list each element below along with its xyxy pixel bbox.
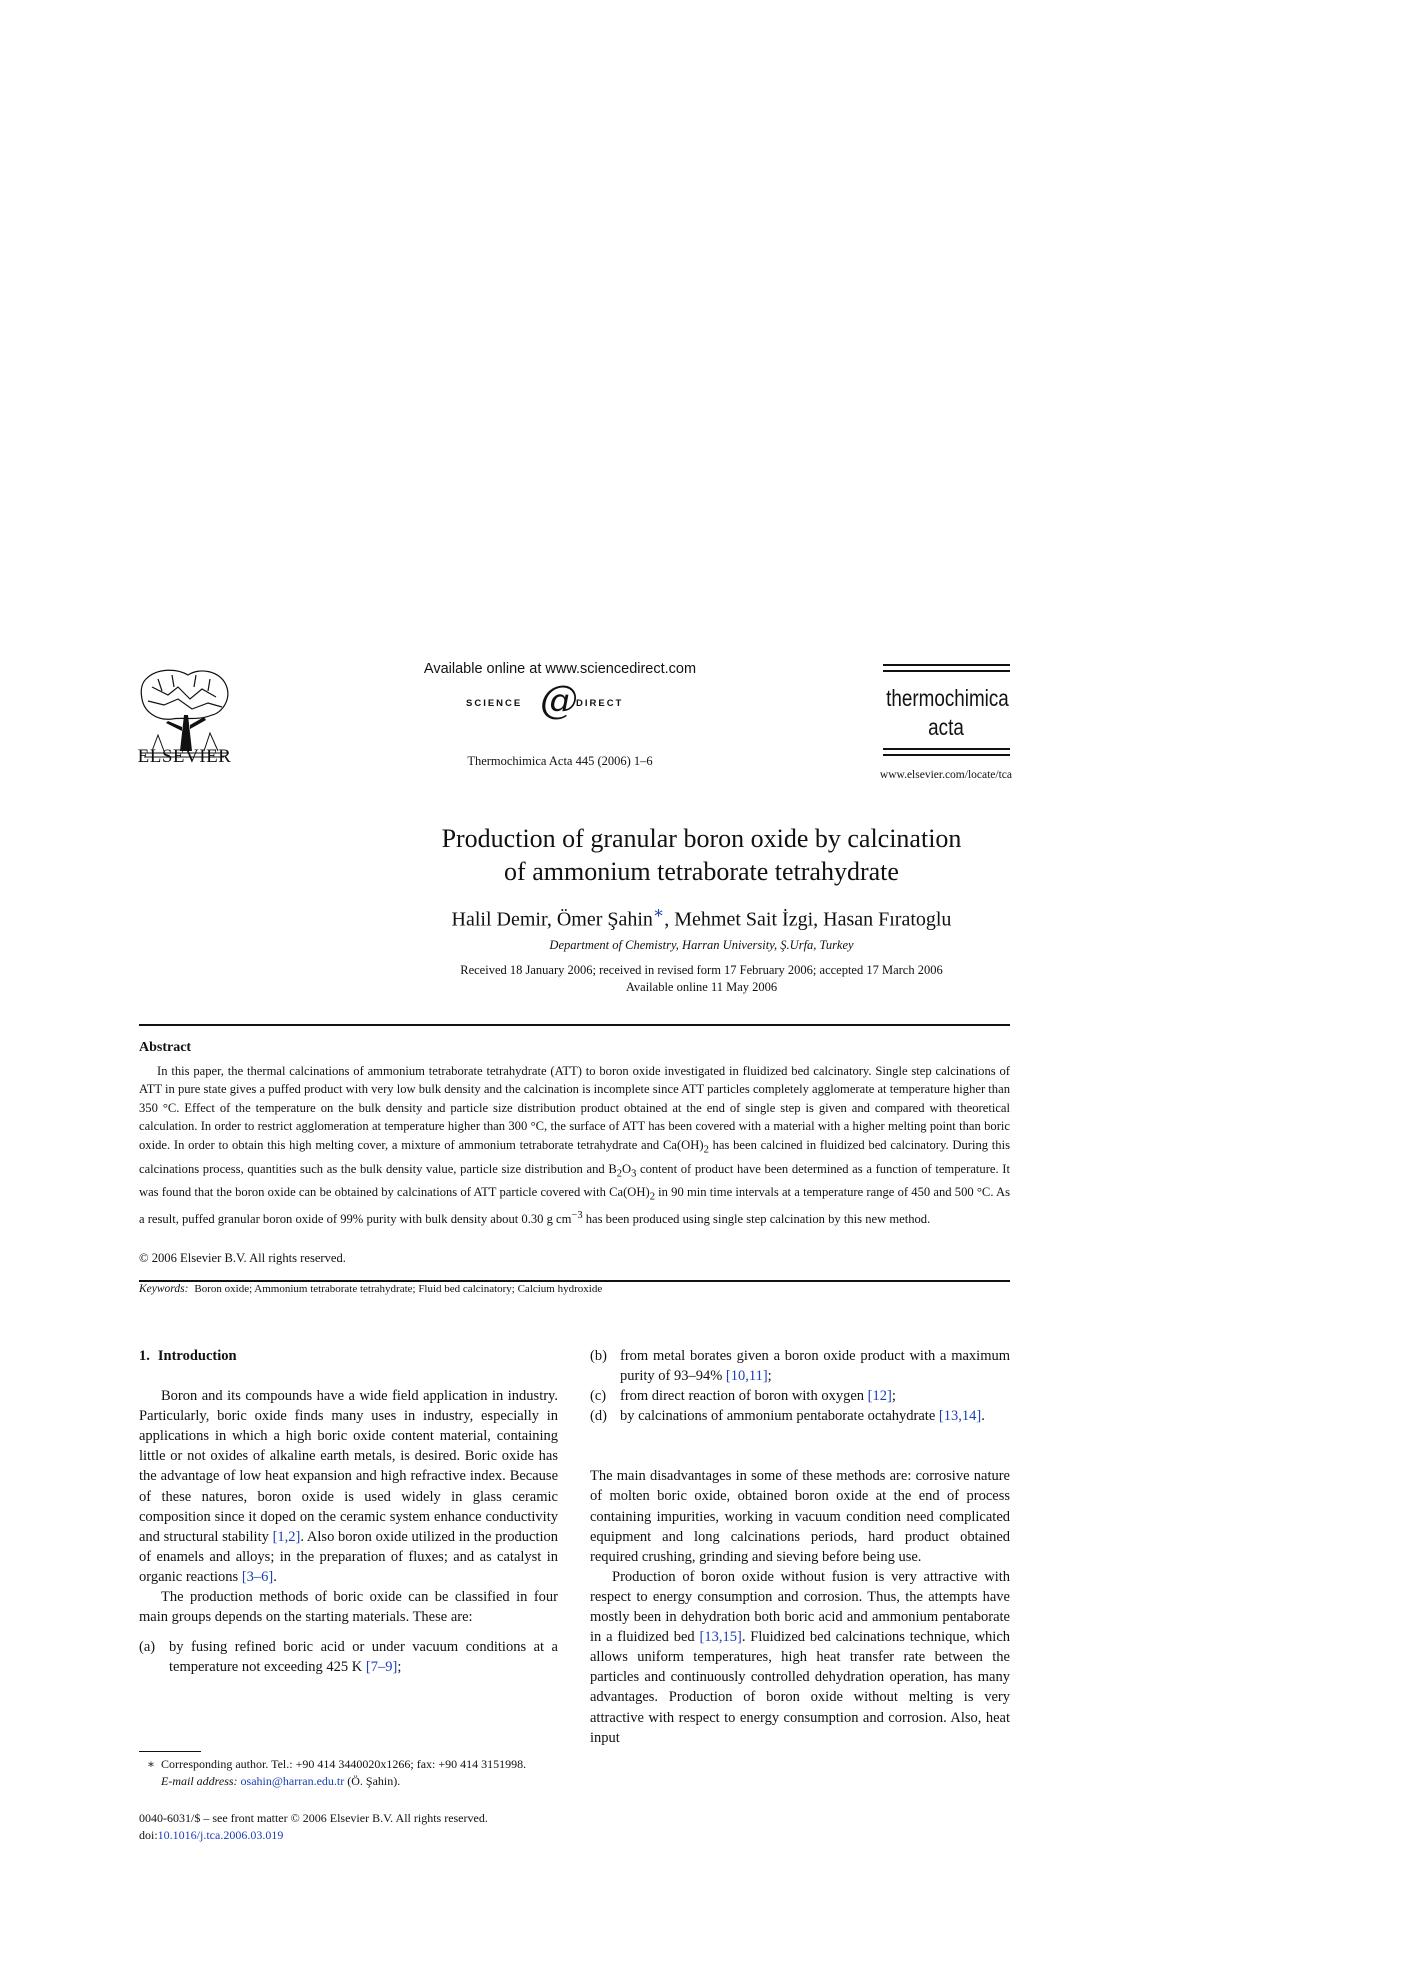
keywords-text: Boron oxide; Ammonium tetraborate tetrahydrate; Fluid bed calcinatory; Calcium hydroxide	[194, 1283, 603, 1295]
disadvantages-paragraph: The main disadvantages in some of these methods are: corrosive nature of molten boric oxide, obtained boron oxide at the end of process containing impurities, working in vacuum condition need complicated equipment and long calcinations periods, hard product obtained required crushing, grinding and sieving before being use.	[590, 1468, 1010, 1565]
journal-brand-line2: acta	[928, 714, 964, 740]
authors-part2: , Mehmet Sait İzgi, Hasan Fıratoglu	[664, 908, 952, 931]
keywords-label: Keywords:	[139, 1283, 189, 1295]
abstract-copyright: © 2006 Elsevier B.V. All rights reserved.	[139, 1251, 346, 1265]
sciencedirect-at-icon: @	[540, 678, 578, 722]
journal-citation: Thermochimica Acta 445 (2006) 1–6	[467, 754, 653, 768]
journal-url[interactable]: www.elsevier.com/locate/tca	[879, 769, 1012, 781]
front-matter-info	[139, 1810, 569, 1844]
abstract-top-rule	[139, 1024, 1010, 1026]
corresponding-author-footnote: ∗ Corresponding author. Tel.: +90 414 3440020x1266; fax: +90 414 3151998. E-mail address: osahin@harran.edu.tr (Ö. Şahin).	[146, 1757, 527, 1788]
abstract-text: In this paper, the thermal calcinations of ammonium tetraborate tetrahydrate (ATT) to boron oxide investigated in fluidized bed calcinatory. Single step calcinations of ATT in pure state gives a puffed product with very low bulk density and the calcination is incomplete since ATT particles completely agglomerate at temperature higher than 350 °C. Effect of the temperature on the bulk density and particle size distribution product obtained at the end of single step is given and compared with theoretical calculation. In order to restrict agglomeration at temperature higher than 300 °C, the surface of ATT has been covered with a material with a higher melting point than boric oxide. In order to obtain this high melting cover, a mixture of ammonium tetraborate tetrahydrate and $Ca(OH)_2$ has been calcined in fluidized bed calcinatory. During this calcinations process, quantities such as the bulk density value, particle size distribution and $B_2O_3$ content of product have been determined as a function of temperature. It was found that the boron oxide can be obtained by calcinations of ATT particle covered with $Ca(OH)_2$ in 90 min time intervals at a temperature range of 450 and 500 °C. As a result, puffed granular boron oxide of 99% purity with bulk density about 0.30 g $cm^{-3}$ has been produced using single step calcination by this new method.	[139, 1064, 1011, 1227]
authors-part1: Halil Demir, Ömer Şahin	[451, 908, 653, 931]
citation-link[interactable]: [13,15]	[699, 1629, 742, 1646]
sciencedirect-left: SCIENCE	[466, 698, 523, 709]
title-line-2: of ammonium tetraborate tetrahydrate	[504, 857, 899, 886]
citation-link[interactable]: [3–6]	[241, 1568, 274, 1585]
intro-paragraph-1: Boron and its compounds have a wide field application in industry. Particularly, boric oxide finds many uses in industry, especially in applications in which a high boric oxide content material, containing little or not oxides of alkaline earth metals, is desired. Boric oxide has the advantage of low heat expansion and high refractive index. Because of these natures, boron oxide is used widely in glass ceramic composition since it doped on the ceramic system enhance conductivity and structural stability [1,2]. Also boron oxide utilized in the production of enamels and alloys; in the preparation of fluxes; and as catalyst in organic reactions [3–6].	[139, 1388, 559, 1585]
journal-brand	[886, 684, 1009, 742]
available-online-date: Available online 11 May 2006	[625, 980, 778, 994]
citation-link[interactable]: [10,11]	[725, 1368, 768, 1385]
affiliation: Department of Chemistry, Harran University, Ş.Urfa, Turkey	[549, 938, 854, 952]
citation-link[interactable]: [13,14]	[938, 1408, 982, 1425]
citation-link[interactable]: [12]	[867, 1388, 892, 1405]
received-dates: Received 18 January 2006; received in revised form 17 February 2006; accepted 17 March 2006	[460, 963, 943, 977]
sciencedirect-logo[interactable]	[440, 680, 680, 724]
journal-brand-rule-bottom	[883, 748, 1010, 760]
abstract-heading: Abstract	[139, 1040, 192, 1055]
issn-line: 0040-6031/$ – see front matter © 2006 Elsevier B.V. All rights reserved.	[139, 1811, 488, 1825]
doi-link[interactable]: 10.1016/j.tca.2006.03.019	[157, 1828, 284, 1842]
body-right-column	[590, 1346, 1010, 1748]
citation-link[interactable]: [7–9]	[365, 1659, 398, 1676]
author-list	[200, 903, 1203, 932]
journal-brand-rule-top	[883, 664, 1010, 676]
journal-brand-line1: thermochimica	[886, 685, 1009, 711]
section-heading-introduction: 1. Introduction	[139, 1348, 237, 1364]
paper-title	[200, 822, 1203, 888]
doi-line: doi:10.1016/j.tca.2006.03.019	[139, 1828, 284, 1842]
title-line-1: Production of granular boron oxide by calcination	[441, 824, 962, 853]
author-email-link[interactable]: osahin@harran.edu.tr	[240, 1774, 345, 1788]
method-list-item-b: (b) from metal borates given a boron oxide product with a maximum purity of 93–94% [10,11];	[590, 1348, 1010, 1385]
elsevier-wordmark: ELSEVIER	[137, 746, 232, 767]
keywords-bottom-rule	[139, 1280, 1010, 1282]
method-list-item-a: (a) by fusing refined boric acid or under vacuum conditions at a temperature not exceeding 425 K [7–9];	[139, 1639, 558, 1676]
intro-paragraph-2: The production methods of boric oxide can be classified in four main groups depends on the starting materials. These are:	[139, 1589, 558, 1626]
available-online-text[interactable]: Available online at www.sciencedirect.com	[423, 661, 697, 677]
footnote-rule	[139, 1751, 201, 1752]
fluidized-bed-paragraph: Production of boron oxide without fusion is very attractive with respect to energy consumption and corrosion. Thus, the attempts have mostly been in dehydration both boric acid and ammonium pentaborate in a fluidized bed [13,15]. Fluidized bed calcinations technique, which allows uniform temperatures, high heat transfer rate between the particles and continuously controlled dehydration operation, has many advantages. Production of boron oxide without melting is very attractive with respect to energy consumption and corrosion. Also, heat input	[590, 1568, 1011, 1746]
corresponding-author-marker[interactable]: ∗	[652, 903, 665, 922]
method-list-item-c: (c) from direct reaction of boron with oxygen [12];	[590, 1388, 896, 1405]
sciencedirect-right: DIRECT	[576, 698, 624, 709]
keywords	[139, 1283, 602, 1295]
method-list-item-d: (d) by calcinations of ammonium pentaborate octahydrate [13,14].	[590, 1408, 985, 1425]
body-left-column	[139, 1346, 558, 1677]
article-history	[200, 962, 1203, 996]
citation-link[interactable]: [1,2]	[272, 1528, 301, 1545]
